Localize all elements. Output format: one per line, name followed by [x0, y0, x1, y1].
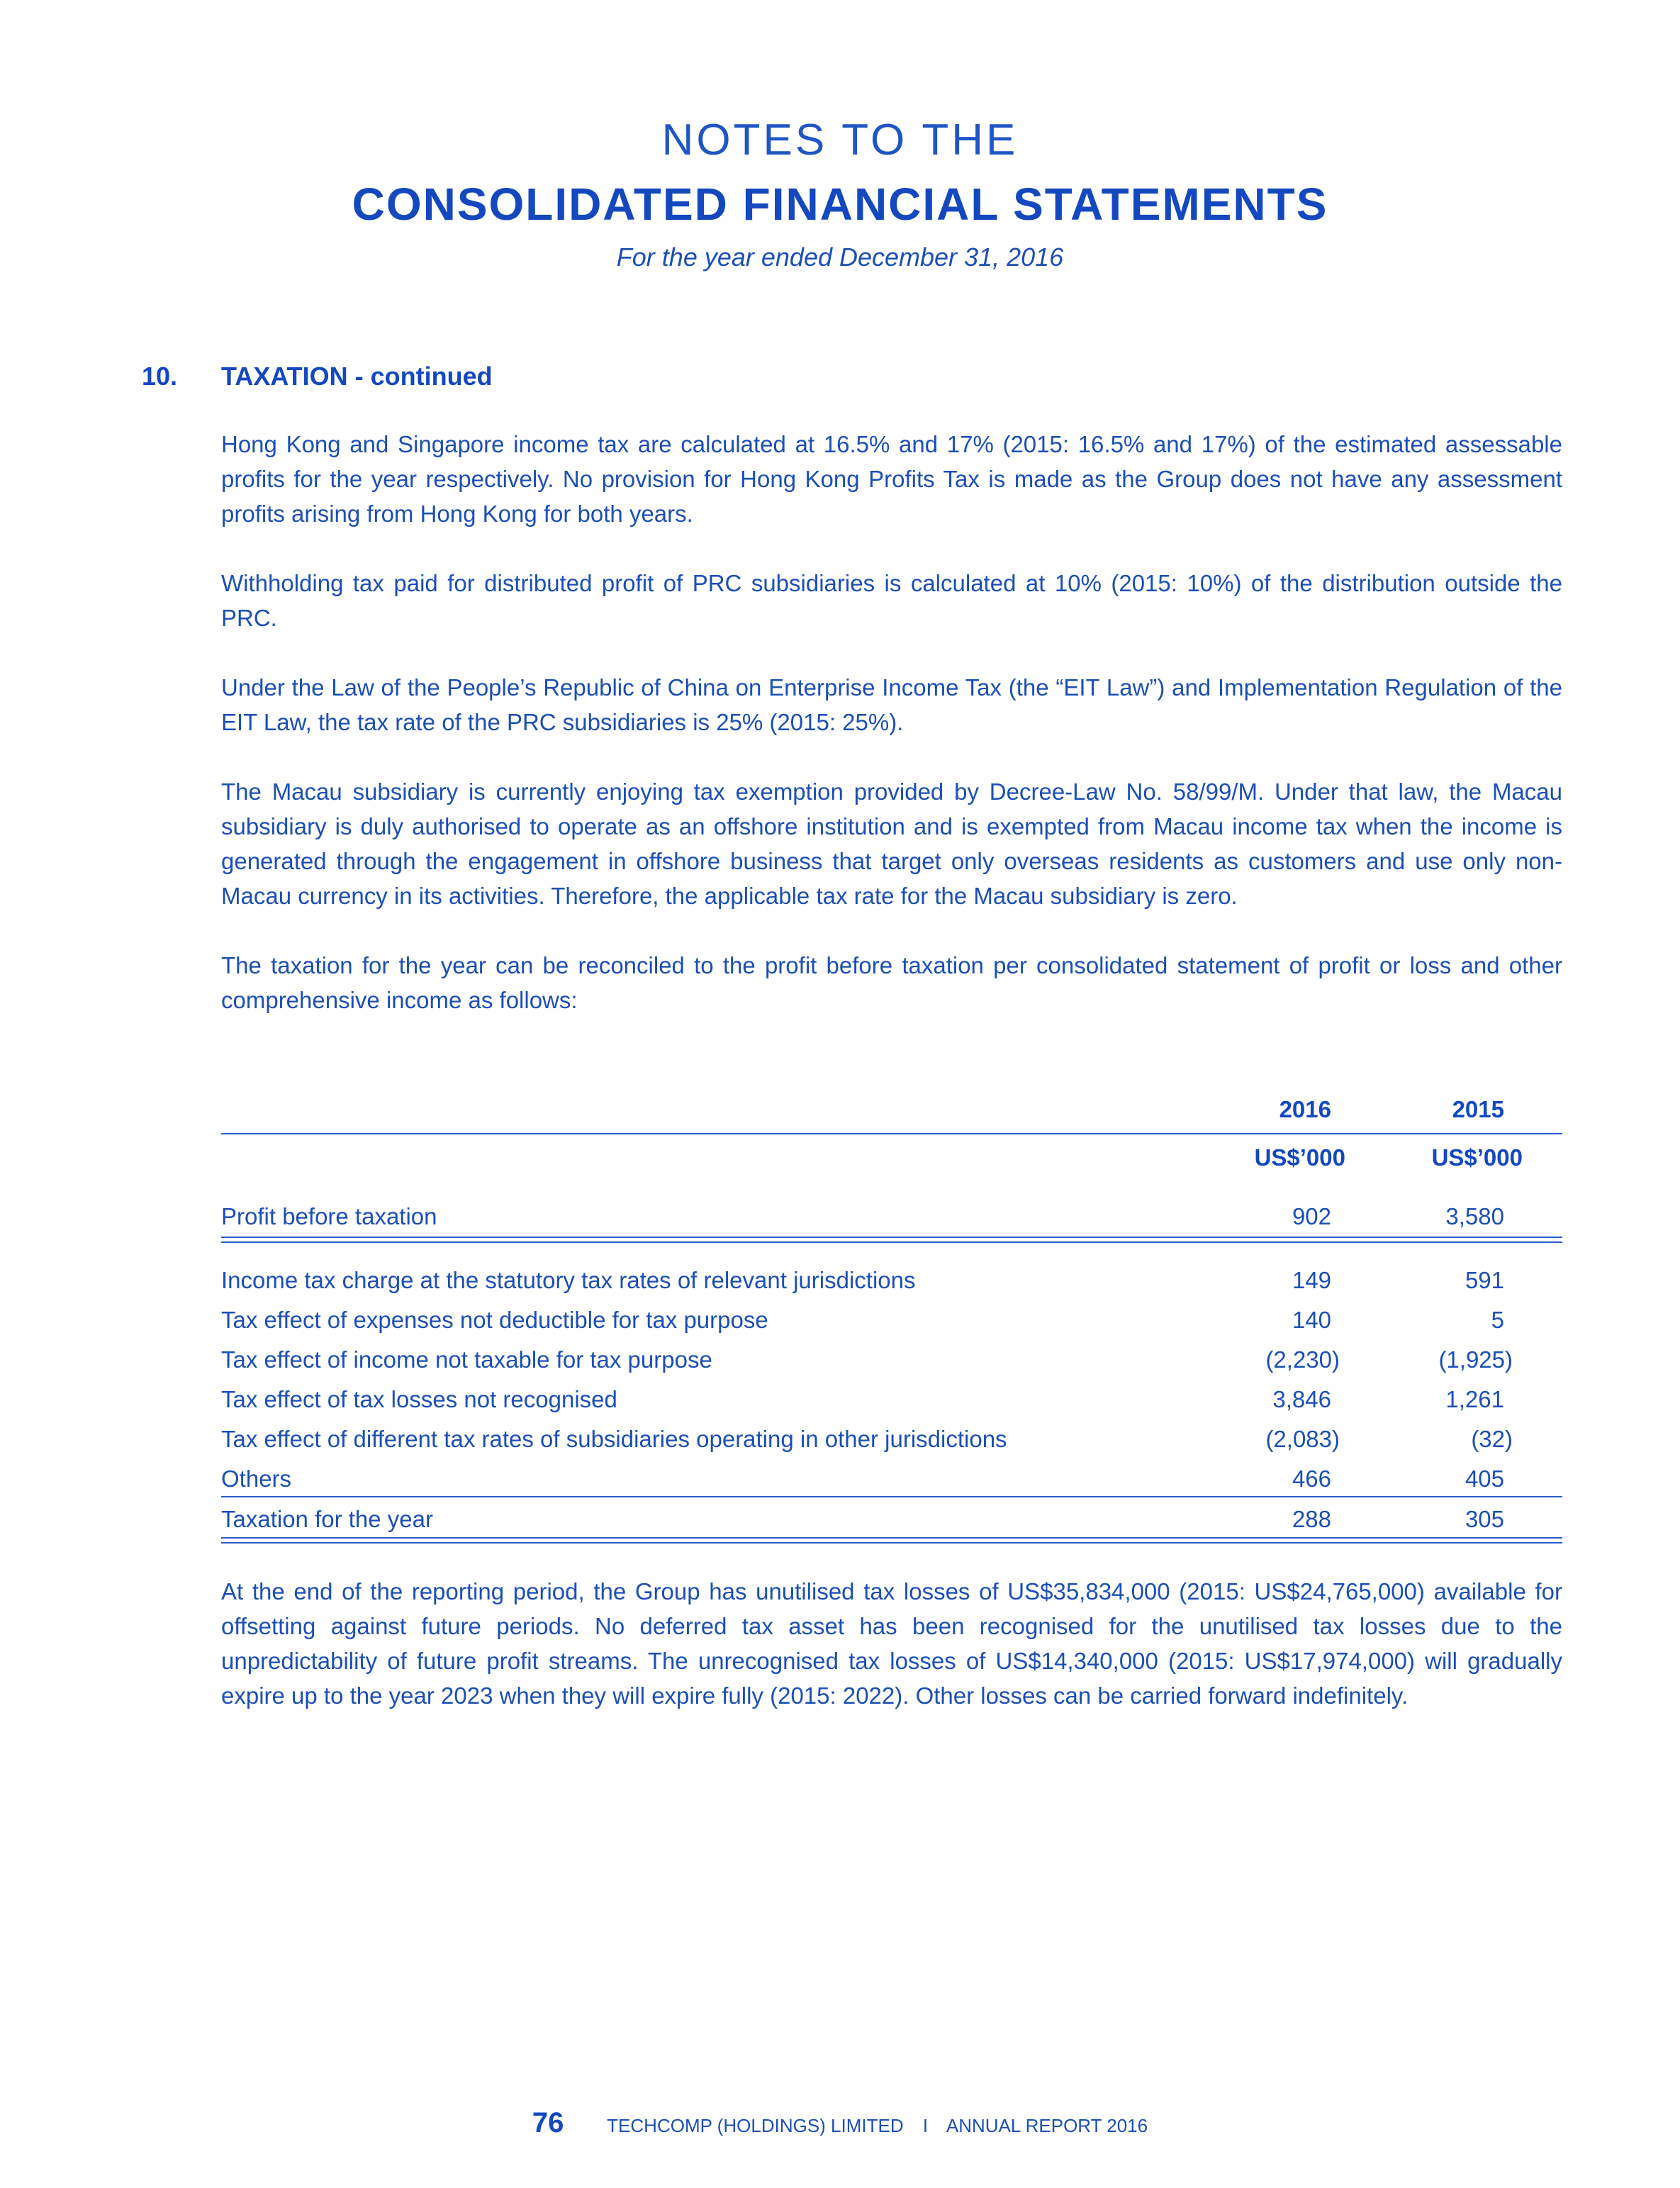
- value-2016: 466: [1292, 1466, 1331, 1492]
- value-2015: 405: [1465, 1466, 1504, 1492]
- paragraph-income-tax: Hong Kong and Singapore income tax are calculated at 16.5% and 17% (2015: 16.5% and 17%) of the estimated assessable profits for the year respectively. No provision for Hong Kong Profits Tax is made as the Group does not have any assessment profits arising from Hong Kong for both years.: [221, 431, 1562, 527]
- table-row: [221, 1425, 1562, 1453]
- value-2016: 140: [1292, 1307, 1331, 1333]
- paragraph-eit-law: Under the Law of the People’s Republic of China on Enterprise Income Tax (the “EIT Law”) and Implementation Regulation of the EIT Law, the tax rate of the PRC subsidiaries is 25% (2015: 25%).: [221, 674, 1562, 735]
- column-header-2016: 2016: [1279, 1096, 1331, 1122]
- row-label: Tax effect of income not taxable for tax purpose: [221, 1346, 712, 1373]
- double-rule-top: [221, 1237, 1562, 1238]
- section-number: 10.: [142, 362, 178, 391]
- double-rule-bottom: [221, 1241, 1562, 1243]
- value-2015: 1,261: [1445, 1386, 1504, 1412]
- page-number: 76: [532, 2107, 564, 2138]
- footer-separator: I: [922, 2115, 929, 2136]
- paragraph-unutilised-losses: At the end of the reporting period, the Group has unutilised tax losses of US$35,834,000 (2015: US$24,765,000) available for offsetting against future periods. No deferred tax asset has been recognised for the unutilised tax losses due to the unpredictability of future profit streams. The unrecognised tax losses of US$14,340,000 (2015: US$17,974,000) will gradually expire up to the year 2023 when they will expire fully (2015: 2022). Other losses can be carried forward indefinitely.: [221, 1578, 1562, 1709]
- paragraph-reconciliation-intro: The taxation for the year can be reconciled to the profit before taxation per consolidated statement of profit or loss and other comprehensive income as follows:: [221, 952, 1562, 1013]
- body-text: [221, 427, 1562, 1052]
- value-2015: 3,580: [1445, 1203, 1504, 1229]
- table-row: [221, 1266, 1562, 1295]
- value-2016: 902: [1292, 1203, 1331, 1229]
- table-row: [221, 1346, 1562, 1374]
- header-subtitle: For the year ended December 31, 2016: [616, 242, 1064, 272]
- total-double-rule-top: [221, 1537, 1562, 1539]
- table-row: [221, 1385, 1562, 1414]
- table-row-total: [221, 1505, 1562, 1534]
- unit-2016: US$’000: [1254, 1144, 1345, 1171]
- value-2016: 288: [1292, 1506, 1331, 1532]
- subtotal-rule: [221, 1496, 1562, 1497]
- page-header: [0, 113, 1680, 275]
- row-label: Profit before taxation: [221, 1203, 437, 1229]
- value-2015: (1,925): [1438, 1346, 1513, 1373]
- row-label: Tax effect of tax losses not recognised: [221, 1386, 617, 1412]
- row-label: Taxation for the year: [221, 1506, 433, 1532]
- row-label: Others: [221, 1466, 292, 1492]
- value-2015: 5: [1491, 1307, 1504, 1333]
- header-title: CONSOLIDATED FINANCIAL STATEMENTS: [352, 179, 1328, 230]
- paragraph-macau: The Macau subsidiary is currently enjoying tax exemption provided by Decree-Law No. 58/99/M. Under that law, the Macau subsidiary is duly authorised to operate as an offshore institution and is exempted from Macau income tax when the income is generated through the engagement in offshore business that target only overseas residents as customers and use only non-Macau currency in its activities. Therefore, the applicable tax rate for the Macau subsidiary is zero.: [221, 778, 1562, 909]
- total-double-rule-bottom: [221, 1542, 1562, 1544]
- value-2016: 3,846: [1272, 1386, 1331, 1412]
- paragraph-withholding-tax: Withholding tax paid for distributed profit of PRC subsidiaries is calculated at 10% (2015: 10%) of the distribution outside the PRC.: [221, 570, 1562, 631]
- unit-2015: US$’000: [1431, 1144, 1523, 1171]
- header-line-1: NOTES TO THE: [661, 116, 1019, 164]
- page-footer: [0, 2107, 1680, 2139]
- column-header-2015: 2015: [1452, 1096, 1504, 1122]
- table-row: [221, 1306, 1562, 1334]
- value-2016: (2,083): [1265, 1426, 1340, 1452]
- value-2016: 149: [1292, 1267, 1331, 1293]
- value-2016: (2,230): [1265, 1346, 1340, 1373]
- header-rule: [221, 1133, 1562, 1134]
- footer-company: TECHCOMP (HOLDINGS) LIMITED: [607, 2115, 904, 2136]
- value-2015: (32): [1471, 1426, 1513, 1452]
- table-row-profit-before-tax: [221, 1202, 1562, 1231]
- footer-report: ANNUAL REPORT 2016: [946, 2115, 1148, 2136]
- row-label: Income tax charge at the statutory tax rates of relevant jurisdictions: [221, 1267, 916, 1293]
- table-row: [221, 1465, 1562, 1493]
- value-2015: 305: [1465, 1506, 1504, 1532]
- value-2015: 591: [1465, 1267, 1504, 1293]
- row-label: Tax effect of different tax rates of subsidiaries operating in other jurisdictions: [221, 1426, 1007, 1452]
- section-title: TAXATION - continued: [221, 362, 493, 391]
- row-label: Tax effect of expenses not deductible for tax purpose: [221, 1307, 768, 1333]
